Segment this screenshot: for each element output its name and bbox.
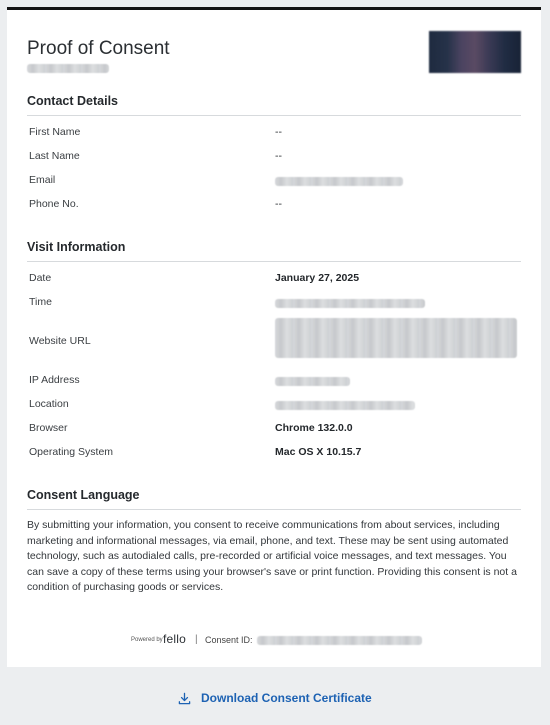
section-title-contact-details: Contact Details xyxy=(27,94,118,108)
consent-card xyxy=(7,7,541,667)
detail-row-email xyxy=(29,174,519,190)
detail-value: Chrome 132.0.0 xyxy=(275,422,353,434)
detail-label: Date xyxy=(29,272,52,284)
document-title: Proof of Consent xyxy=(27,38,170,59)
detail-label: Phone No. xyxy=(29,198,79,210)
certificate-footer xyxy=(7,634,541,648)
detail-label: Location xyxy=(29,398,69,410)
footer-separator: | xyxy=(195,634,198,645)
redacted-website-url xyxy=(275,318,517,358)
detail-value: Mac OS X 10.15.7 xyxy=(275,446,362,458)
detail-label: Browser xyxy=(29,422,68,434)
detail-row-operating-system xyxy=(29,446,519,462)
fello-logo: fello xyxy=(163,632,187,646)
detail-row-phone xyxy=(29,198,519,214)
section-title-visit-information: Visit Information xyxy=(27,240,126,254)
detail-row-last-name xyxy=(29,150,519,166)
redacted-time xyxy=(275,299,425,308)
detail-label: Operating System xyxy=(29,446,114,458)
company-logo xyxy=(429,31,521,73)
section-title-consent-language: Consent Language xyxy=(27,488,140,502)
download-icon xyxy=(178,692,191,705)
detail-label: Website URL xyxy=(29,335,91,347)
detail-row-browser xyxy=(29,422,519,438)
divider xyxy=(27,509,521,510)
redacted-ip-address xyxy=(275,377,350,386)
detail-row-time xyxy=(29,296,519,312)
divider xyxy=(27,115,521,116)
detail-row-location xyxy=(29,398,519,414)
powered-by-label: Powered by xyxy=(131,637,163,643)
redacted-consent-id xyxy=(257,636,422,645)
detail-label: Email xyxy=(29,174,56,186)
detail-label: First Name xyxy=(29,126,81,138)
redacted-location xyxy=(275,401,415,410)
divider xyxy=(27,261,521,262)
detail-label: Last Name xyxy=(29,150,80,162)
detail-row-first-name xyxy=(29,126,519,142)
download-certificate-label: Download Consent Certificate xyxy=(201,691,372,705)
detail-label: Time xyxy=(29,296,52,308)
detail-label: IP Address xyxy=(29,374,80,386)
detail-row-date xyxy=(29,272,519,288)
consent-id-label: Consent ID: xyxy=(205,635,253,645)
detail-value: -- xyxy=(275,150,282,162)
detail-value: -- xyxy=(275,198,282,210)
redacted-email xyxy=(275,177,403,186)
detail-value: January 27, 2025 xyxy=(275,272,360,284)
detail-row-website-url xyxy=(29,335,519,351)
document-header xyxy=(27,38,521,88)
detail-value: -- xyxy=(275,126,282,138)
consent-language-text: By submitting your information, you consent to receive communications from about services, including marketing and informational messages, via email, phone, and text. These may be sent using automated technology, such as autodialed calls, pre-recorded or artificial voice messages, and text messages. You can save a copy of these terms using your browser's save or print function. Providing this consent is not a condition of purchasing goods or services. xyxy=(27,519,517,593)
detail-row-ip-address xyxy=(29,374,519,390)
download-certificate-button[interactable] xyxy=(178,690,372,706)
redacted-subtitle xyxy=(27,64,109,73)
